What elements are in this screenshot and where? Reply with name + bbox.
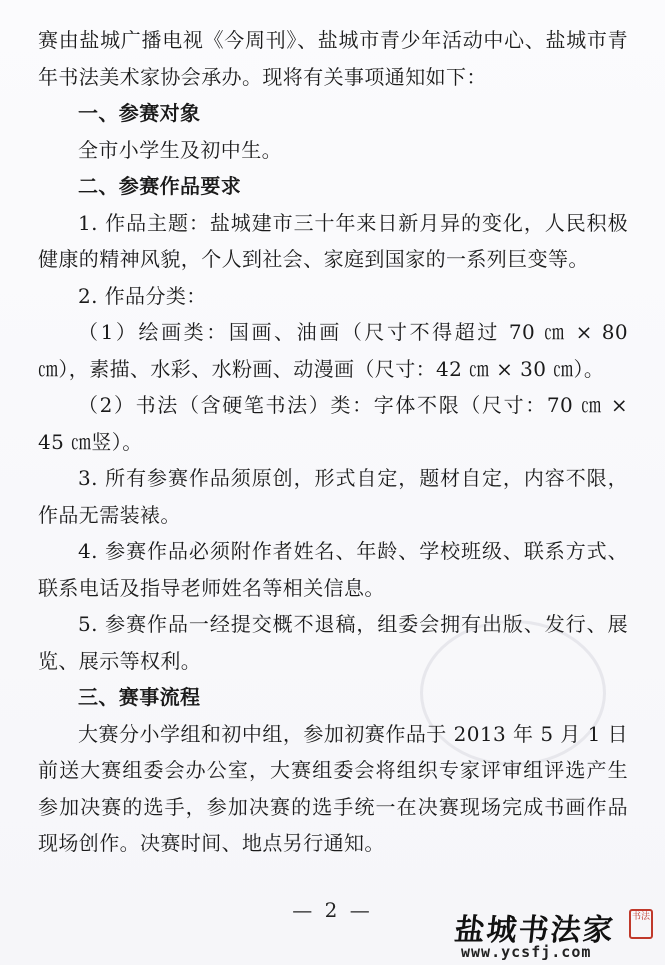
heading-participants: 一、参赛对象 bbox=[78, 101, 201, 125]
heading-requirements: 二、参赛作品要求 bbox=[78, 174, 242, 198]
watermark-seal-icon: 书法 bbox=[629, 909, 653, 939]
paragraph-category: 2. 作品分类： bbox=[78, 283, 207, 308]
site-watermark bbox=[452, 905, 655, 961]
paragraph-participants: 全市小学生及初中生。 bbox=[78, 137, 282, 162]
page-number: — 2 — bbox=[292, 898, 373, 922]
document-body bbox=[38, 22, 628, 862]
heading-process: 三、赛事流程 bbox=[78, 685, 201, 709]
paragraph-original: 3. 所有参赛作品须原创，形式自定，题材自定，内容不限，作品无需装裱。 bbox=[38, 466, 628, 527]
watermark-url: www.ycsfj.com bbox=[461, 943, 592, 961]
paragraph-painting: （1）绘画类：国画、油画（尺寸不得超过 70 ㎝ × 80 ㎝），素描、水彩、水粉画、动漫画（尺寸：42 ㎝ × 30 ㎝）。 bbox=[38, 320, 628, 381]
paragraph-calligraphy: （2）书法（含硬笔书法）类：字体不限（尺寸：70 ㎝ × 45 ㎝竖）。 bbox=[38, 393, 628, 454]
paragraph-process: 大赛分小学组和初中组，参加初赛作品于 2013 年 5 月 1 日前送大赛组委会办公室，大赛组委会将组织专家评审组评选产生参加决赛的选手，参加决赛的选手统一在决赛现场完成书画作品现场创作。决赛时间、地点另行通知。 bbox=[38, 721, 628, 855]
watermark-site-name: 盐城书法家 bbox=[452, 913, 617, 948]
paragraph-rights: 5. 参赛作品一经提交概不退稿，组委会拥有出版、发行、展览、展示等权利。 bbox=[38, 612, 628, 673]
paragraph-info: 4. 参赛作品必须附作者姓名、年龄、学校班级、联系方式、联系电话及指导老师姓名等相关信息。 bbox=[38, 539, 628, 600]
paragraph-intro: 赛由盐城广播电视《今周刊》、盐城市青少年活动中心、盐城市青年书法美术家协会承办。现将有关事项通知如下： bbox=[38, 28, 628, 89]
paragraph-theme: 1. 作品主题：盐城建市三十年来日新月异的变化，人民积极健康的精神风貌，个人到社会、家庭到国家的一系列巨变等。 bbox=[38, 210, 628, 271]
